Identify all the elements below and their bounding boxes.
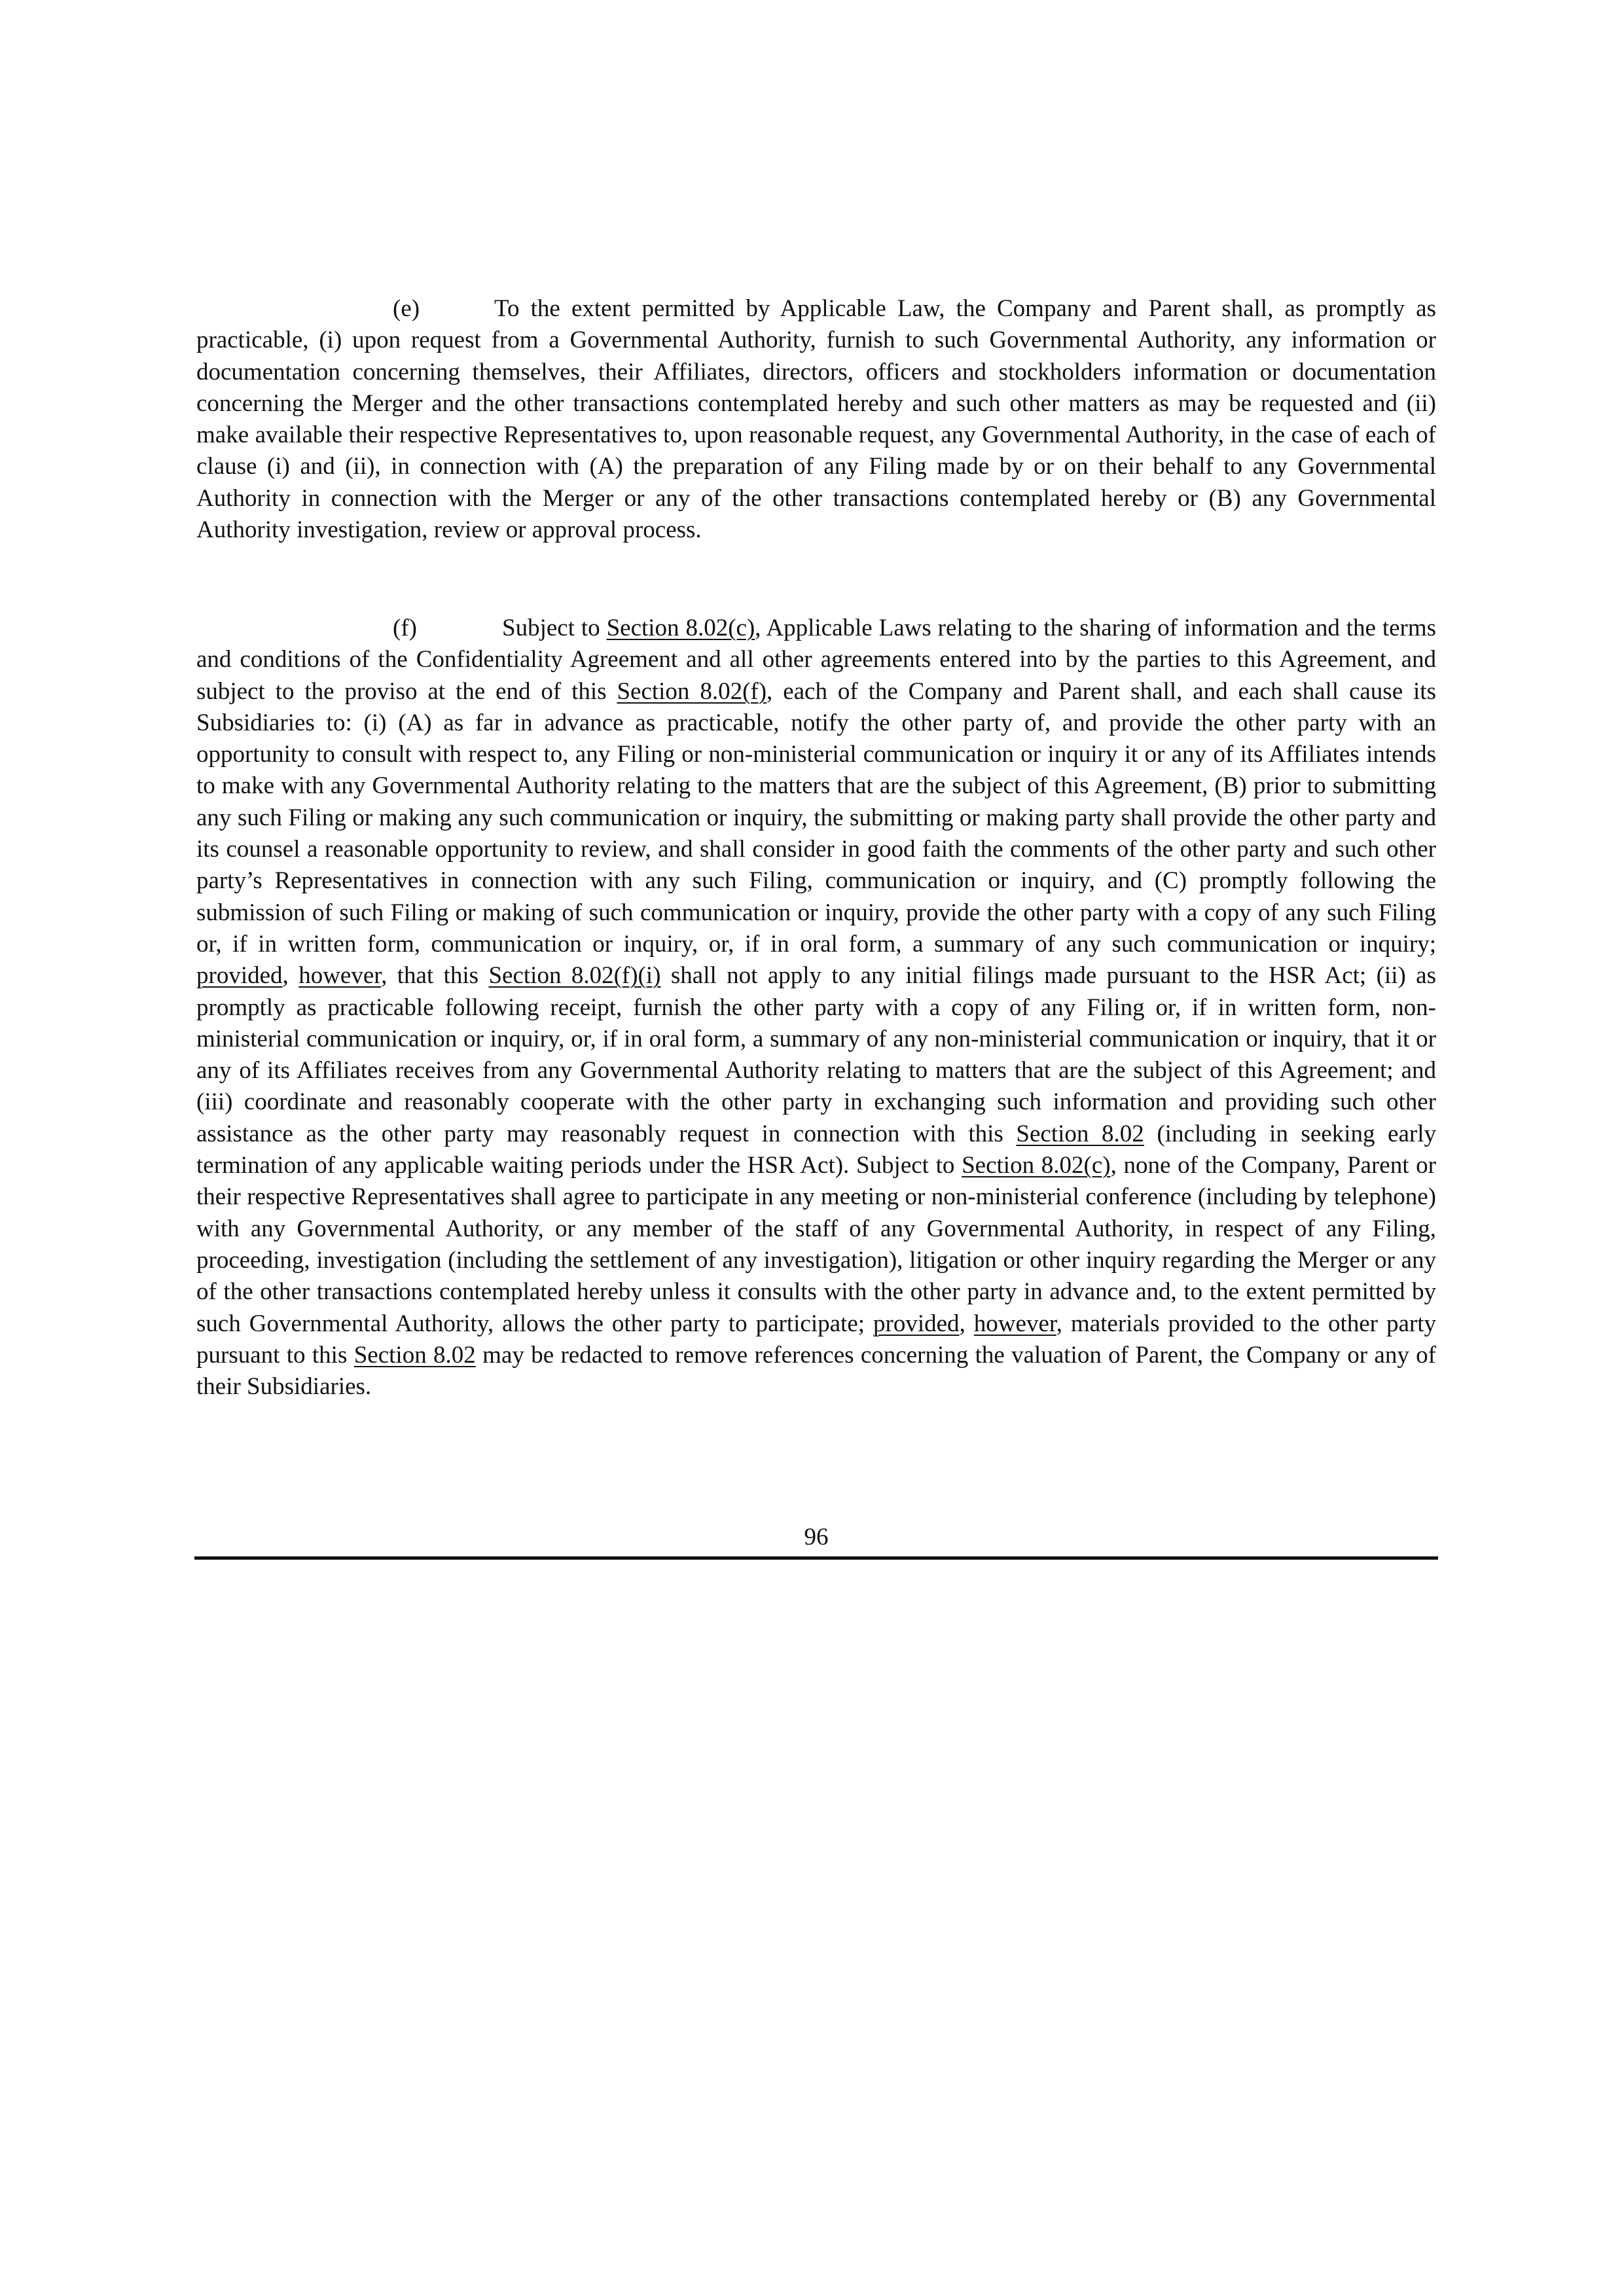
paragraph-label-e: (e) (393, 295, 420, 322)
section-reference: Section 8.02(f) (617, 677, 767, 705)
section-reference: Section 8.02 (353, 1341, 476, 1369)
paragraph-f (196, 613, 1436, 1403)
document-body (196, 293, 1436, 1403)
proviso-term: provided (873, 1310, 960, 1337)
paragraph-label-f: (f) (393, 615, 417, 641)
paragraph-f-text: , (282, 962, 299, 990)
section-reference: Section 8.02(f)(i) (488, 962, 661, 990)
paragraph-f-text: , none of the Company, Parent or their respective Representatives shall agree to participate in any meeting or non-ministerial conference (including by telephone) with any Governmental Authority, or any member of the staff of any Governmental Authority, in respect of any Filing, proceeding, investigation (including the settlement of any investigation), litigation or other inquiry regarding the Merger or any of the other transactions contemplated hereby unless it consults with the other party in advance and, to the extent permitted by such Governmental Authority, allows the other party to participate; (196, 1152, 1436, 1337)
paragraph-f-text: , that this (381, 962, 489, 990)
paragraph-f-text: may be redacted to remove references concerning the valuation of Parent, the Company or any of their Subsidiaries. (196, 1341, 1436, 1401)
paragraph-f-text: , materials provided to the other party pursuant to this (196, 1310, 1436, 1369)
proviso-term: however (973, 1310, 1056, 1337)
section-reference: Section 8.02 (1016, 1120, 1144, 1147)
footer-rule (194, 1556, 1438, 1560)
section-reference: Section 8.02(c) (606, 615, 755, 641)
page-footer (194, 1522, 1438, 1561)
paragraph-f-text: , (959, 1310, 974, 1337)
paragraph-f-text: (including in seeking early termination of any applicable waiting periods under the HSR Act). Subject to (196, 1120, 1436, 1179)
paragraph-e-text: To the extent permitted by Applicable Law, the Company and Parent shall, as promptly as practicable, (i) upon request from a Governmental Authority, furnish to such Governmental Authority, any information or documentation concerning themselves, their Affiliates, directors, officers and stockholders information or documentation concerning the Merger and the other transactions contemplated hereby and such other matters as may be requested and (ii) make available their respective Representatives to, upon reasonable request, any Governmental Authority, in the case of each of clause (i) and (ii), in connection with (A) the preparation of any Filing made by or on their behalf to any Governmental Authority in connection with the Merger or any of the other transactions contemplated hereby or (B) any Governmental Authority investigation, review or approval process. (196, 295, 1436, 544)
paragraph-f-text: Subject to (502, 615, 607, 641)
proviso-term: however (298, 962, 382, 990)
paragraph-e (196, 293, 1436, 581)
page-number: 96 (804, 1524, 829, 1551)
paragraph-f-text: shall not apply to any initial filings made pursuant to the HSR Act; (ii) as promptly as practicable following receipt, furnish the other party with a copy of any Filing or, if in written form, non-ministerial communication or inquiry, or, if in oral form, a summary of any non-ministerial communication or inquiry, that it or any of its Affiliates receives from any Governmental Authority relating to matters that are the subject of this Agreement; and (iii) coordinate and reasonably cooperate with the other party in exchanging such information and providing such other assistance as the other party may reasonably request in connection with this (196, 962, 1437, 1147)
section-reference: Section 8.02(c) (962, 1152, 1111, 1179)
paragraph-f-text: , Applicable Laws relating to the sharing of information and the terms and conditions of the Confidentiality Agreement and all other agreements entered into by the parties to this Agreement, and subject to the proviso at the end of this (196, 615, 1437, 705)
paragraph-f-text: , each of the Company and Parent shall, and each shall cause its Subsidiaries to: (i) (A) as far in advance as practicable, notify the other party of, and provide the other party with an opportunity to consult with respect to, any Filing or non-ministerial communication or inquiry it or any of its Affiliates intends to make with any Governmental Authority relating to the matters that are the subject of this Agreement, (B) prior to submitting any such Filing or making any such communication or inquiry, the submitting or making party shall provide the other party and its counsel a reasonable opportunity to review, and shall consider in good faith the comments of the other party and such other party’s Representatives in connection with any such Filing, communication or inquiry, and (C) promptly following the submission of such Filing or making of such communication or inquiry, provide the other party with a copy of any such Filing or, if in written form, communication or inquiry, or, if in oral form, a summary of any such communication or inquiry; (196, 677, 1436, 958)
proviso-term: provided (196, 962, 283, 990)
